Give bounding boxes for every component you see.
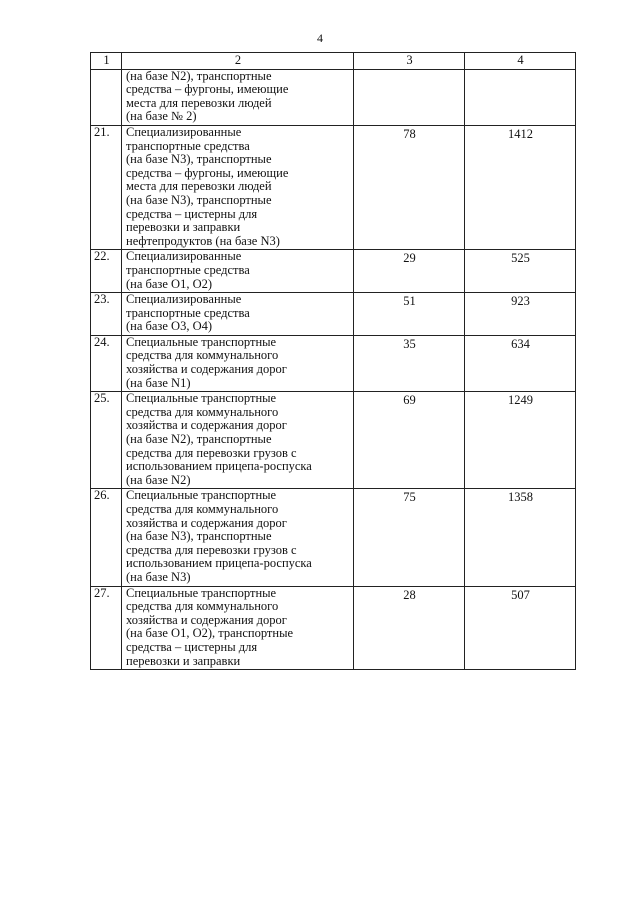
vehicle-description bbox=[122, 250, 354, 293]
description-line: транспортные средства bbox=[126, 138, 250, 153]
description-line: хозяйства и содержания дорог bbox=[126, 515, 287, 530]
description-line: хозяйства и содержания дорог bbox=[126, 612, 287, 627]
value-col-3: 75 bbox=[354, 489, 465, 586]
description-line: (на базе O1, O2) bbox=[126, 276, 213, 291]
value-col-4: 1412 bbox=[465, 125, 576, 249]
description-line: средства – цистерны для bbox=[126, 639, 258, 654]
description-line: (на базе N1) bbox=[126, 375, 191, 390]
vehicle-description bbox=[122, 392, 354, 489]
description-line: Специализированные bbox=[126, 124, 242, 139]
description-line: нефтепродуктов (на базе N3) bbox=[126, 233, 280, 248]
description-line: Специализированные bbox=[126, 249, 242, 264]
value-col-4: 507 bbox=[465, 586, 576, 670]
description-line: средства для коммунального bbox=[126, 599, 279, 614]
description-line: транспортные средства bbox=[126, 305, 250, 320]
description-line: (на базе O1, O2), транспортные bbox=[126, 626, 294, 641]
table-row bbox=[91, 586, 576, 670]
description-line: Специализированные bbox=[126, 292, 242, 307]
description-line: (на базе N3), транспортные bbox=[126, 192, 272, 207]
table-row bbox=[91, 392, 576, 489]
description-line: Специальные транспортные bbox=[126, 585, 277, 600]
vehicle-description bbox=[122, 586, 354, 670]
description-line: (на базе N2) bbox=[126, 472, 191, 487]
table-row bbox=[91, 125, 576, 249]
description-line: (на базе N2), транспортные bbox=[126, 432, 272, 447]
description-line: использованием прицепа-роспуска bbox=[126, 459, 312, 474]
description-line: Специальные транспортные bbox=[126, 334, 277, 349]
description-line: Специальные транспортные bbox=[126, 488, 277, 503]
value-col-3: 51 bbox=[354, 293, 465, 336]
header-col-4: 4 bbox=[465, 53, 576, 70]
value-col-3: 78 bbox=[354, 125, 465, 249]
description-line: места для перевозки людей bbox=[126, 95, 272, 110]
value-col-4: 634 bbox=[465, 335, 576, 391]
row-number: 22. bbox=[91, 250, 122, 293]
table-body bbox=[91, 69, 576, 670]
value-col-4 bbox=[465, 69, 576, 125]
vehicle-description bbox=[122, 125, 354, 249]
description-line: средства для коммунального bbox=[126, 502, 279, 516]
description-line: (на базе N2), транспортные bbox=[126, 68, 272, 83]
description-line: средства – фургоны, имеющие bbox=[126, 82, 289, 97]
vehicle-description bbox=[122, 69, 354, 125]
vehicle-description bbox=[122, 489, 354, 586]
description-line: (на базе N3) bbox=[126, 569, 191, 584]
header-col-3: 3 bbox=[354, 53, 465, 70]
row-number: 25. bbox=[91, 392, 122, 489]
row-number: 21. bbox=[91, 125, 122, 249]
value-col-3: 29 bbox=[354, 250, 465, 293]
page-number: 4 bbox=[317, 31, 323, 45]
value-col-4: 1358 bbox=[465, 489, 576, 586]
table-row bbox=[91, 489, 576, 586]
description-line: места для перевозки людей bbox=[126, 179, 272, 194]
value-col-4: 923 bbox=[465, 293, 576, 336]
value-col-3: 35 bbox=[354, 335, 465, 391]
value-col-3: 69 bbox=[354, 392, 465, 489]
description-line: транспортные средства bbox=[126, 262, 250, 277]
table-row bbox=[91, 69, 576, 125]
vehicle-description bbox=[122, 293, 354, 336]
description-line: средства – цистерны для bbox=[126, 206, 258, 221]
value-col-3 bbox=[354, 69, 465, 125]
description-line: (на базе N3), транспортные bbox=[126, 529, 272, 544]
table-row bbox=[91, 250, 576, 293]
header-row bbox=[91, 53, 576, 70]
table-row bbox=[91, 335, 576, 391]
description-line: (на базе N3), транспортные bbox=[126, 152, 272, 167]
table-header bbox=[91, 53, 576, 70]
row-number: 24. bbox=[91, 335, 122, 391]
vehicle-table bbox=[90, 52, 576, 670]
header-col-2: 2 bbox=[122, 53, 354, 70]
description-line: перевозки и заправки bbox=[126, 220, 241, 235]
description-line: хозяйства и содержания дорог bbox=[126, 362, 287, 377]
value-col-4: 525 bbox=[465, 250, 576, 293]
row-number: 23. bbox=[91, 293, 122, 336]
description-line: Специальные транспортные bbox=[126, 391, 277, 406]
description-line: (на базе № 2) bbox=[126, 109, 197, 124]
description-line: средства для перевозки грузов с bbox=[126, 445, 297, 460]
description-line: (на базе O3, O4) bbox=[126, 319, 213, 334]
description-line: средства – фургоны, имеющие bbox=[126, 165, 289, 180]
row-number bbox=[91, 69, 122, 125]
value-col-3: 28 bbox=[354, 586, 465, 670]
table-row bbox=[91, 293, 576, 336]
vehicle-description bbox=[122, 335, 354, 391]
value-col-4: 1249 bbox=[465, 392, 576, 489]
description-line: средства для коммунального bbox=[126, 348, 279, 363]
row-number: 27. bbox=[91, 586, 122, 670]
description-line: перевозки и заправки bbox=[126, 653, 241, 668]
header-col-1: 1 bbox=[91, 53, 122, 70]
description-line: средства для коммунального bbox=[126, 404, 279, 419]
description-line: использованием прицепа-роспуска bbox=[126, 556, 312, 571]
description-line: хозяйства и содержания дорог bbox=[126, 418, 287, 433]
row-number: 26. bbox=[91, 489, 122, 586]
description-line: средства для перевозки грузов с bbox=[126, 542, 297, 557]
